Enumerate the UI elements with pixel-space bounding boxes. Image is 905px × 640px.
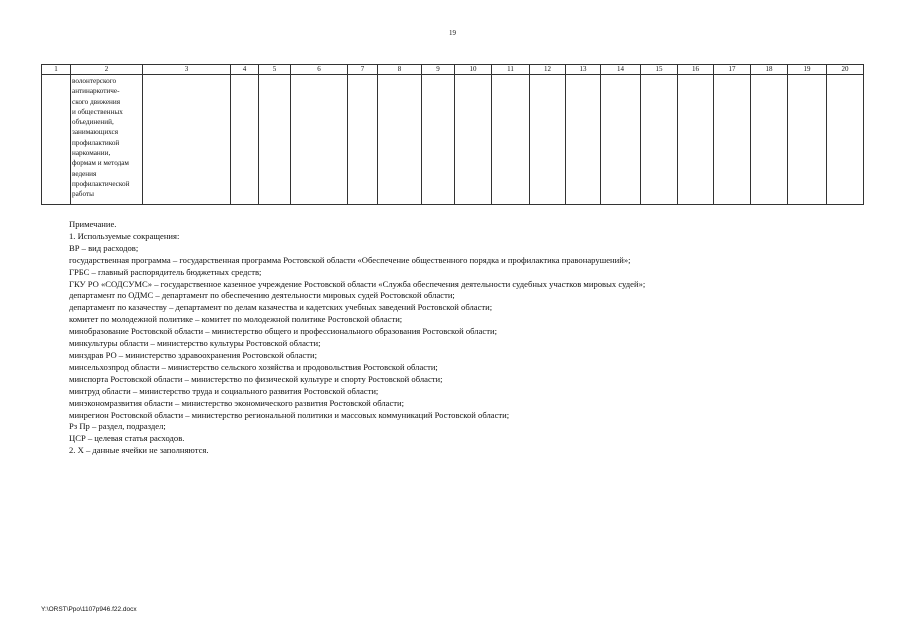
table-cell (143, 75, 231, 205)
abbreviation-line: Рз Пр – раздел, подраздел; (69, 421, 166, 432)
column-number: 5 (259, 65, 291, 75)
cell-line: антинаркотиче- (72, 87, 120, 96)
abbreviation-line: ВР – вид расходов; (69, 242, 139, 253)
table-cell (259, 75, 291, 205)
column-number: 4 (231, 65, 259, 75)
abbreviation-line: государственная программа – государственная программа Ростовской области «Обеспечение общественного порядка и профилактика правонарушений»; (69, 254, 631, 265)
abbreviation-line: минобразование Ростовской области – министерство общего и профессионального образования Ростовской области; (69, 326, 497, 337)
cell-line: профилактикой (72, 138, 120, 147)
column-number: 11 (492, 65, 530, 75)
abbreviation-line: комитет по молодежной политике – комитет по молодежной политике Ростовской области; (69, 314, 403, 325)
cell-line: ского движения (72, 97, 121, 106)
abbreviation-line: департамент по казачеству – департамент по делам казачества и кадетских учебных заведений Ростовской области; (69, 302, 493, 313)
table-cell (566, 75, 601, 205)
abbreviation-line: минтруд области – министерство труда и социального развития Ростовской области; (69, 385, 379, 396)
table-cell (348, 75, 378, 205)
column-number: 15 (641, 65, 678, 75)
table-row (42, 75, 864, 205)
page-number: 19 (449, 29, 456, 37)
column-number: 12 (530, 65, 566, 75)
table-header-row (42, 65, 864, 75)
abbreviation-line: ГКУ РО «СОДСУМС» – государственное казенное учреждение Ростовской области «Служба обеспечения деятельности судебных участков мировых судей»; (69, 278, 646, 289)
column-number: 9 (422, 65, 455, 75)
abbreviation-line: минрегион Ростовской области – министерство региональной политики и массовых коммуникаций Ростовской области; (69, 409, 510, 420)
table-cell (751, 75, 788, 205)
notes-item-2: 2. Х – данные ячейки не заполняются. (69, 445, 209, 456)
column-number: 7 (348, 65, 378, 75)
table-cell-description (71, 75, 143, 205)
cell-line: объединений, (72, 118, 114, 127)
cell-line: работы (72, 190, 94, 199)
column-number: 1 (42, 65, 71, 75)
abbreviation-line: минспорта Ростовской области – министерство по физической культуре и спорту Ростовской области; (69, 373, 443, 384)
table-cell (378, 75, 422, 205)
cell-line: ведения (72, 169, 97, 178)
table-cell (42, 75, 71, 205)
cell-line: наркомании, (72, 149, 111, 158)
column-number: 18 (751, 65, 788, 75)
column-number: 16 (678, 65, 714, 75)
column-number: 14 (601, 65, 641, 75)
abbreviation-line: минсельхозпрод области – министерство сельского хозяйства и продовольствия Ростовской области; (69, 361, 438, 372)
column-number: 10 (455, 65, 492, 75)
table-cell (601, 75, 641, 205)
table-cell (231, 75, 259, 205)
column-number: 17 (714, 65, 751, 75)
notes-item-1: 1. Используемые сокращения: (69, 230, 180, 241)
table-cell (422, 75, 455, 205)
column-number: 8 (378, 65, 422, 75)
cell-line: формам и методам (72, 159, 129, 168)
notes-section (69, 219, 645, 457)
table-cell (492, 75, 530, 205)
abbreviation-line: минкультуры области – министерство культуры Ростовской области; (69, 338, 321, 349)
column-number: 2 (71, 65, 143, 75)
table-cell (455, 75, 492, 205)
table-cell (678, 75, 714, 205)
cell-line: занимающихся (72, 128, 119, 137)
cell-line: профилактической (72, 179, 130, 188)
column-number: 3 (143, 65, 231, 75)
cell-line: и общественных (72, 107, 123, 116)
column-number: 19 (788, 65, 827, 75)
table-cell (530, 75, 566, 205)
notes-title: Примечание. (69, 219, 117, 229)
table-cell (291, 75, 348, 205)
abbreviation-line: департамент по ОДМС – департамент по обеспечению деятельности мировых судей Ростовской области; (69, 290, 455, 301)
abbreviation-line: минэкономразвития области – министерство экономического развития Ростовской области; (69, 397, 405, 408)
column-number: 13 (566, 65, 601, 75)
abbreviation-line: ЦСР – целевая статья расходов. (69, 433, 185, 444)
column-number: 6 (291, 65, 348, 75)
cell-line: волонтерского (72, 77, 117, 85)
column-number: 20 (827, 65, 864, 75)
table-cell (827, 75, 864, 205)
table-cell (788, 75, 827, 205)
table-cell (714, 75, 751, 205)
table-cell (641, 75, 678, 205)
abbreviation-line: ГРБС – главный распорядитель бюджетных средств; (69, 266, 262, 277)
footer-file-path: Y:\ORST\Ppo\1107p946.f22.docx (41, 606, 137, 613)
program-table (41, 64, 864, 205)
abbreviation-line: минздрав РО – министерство здравоохранения Ростовской области; (69, 349, 317, 360)
